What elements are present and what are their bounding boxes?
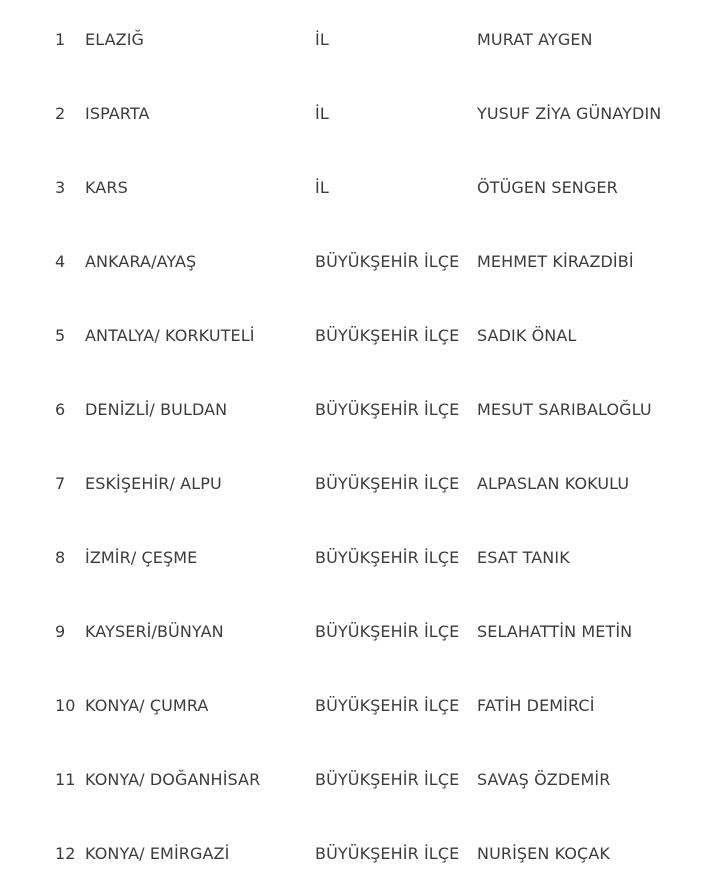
municipality-type: BÜYÜKŞEHİR İLÇE	[315, 696, 460, 715]
municipality-type: İL	[315, 104, 329, 123]
row-number: 12	[55, 844, 76, 863]
municipality-type: İL	[315, 178, 329, 197]
place-name: ESKİŞEHİR/ ALPU	[85, 474, 222, 493]
row-number: 5	[55, 326, 66, 345]
place-name: ISPARTA	[85, 104, 150, 123]
candidate-name: YUSUF ZİYA GÜNAYDIN	[477, 104, 662, 123]
place-name: KONYA/ ÇUMRA	[85, 696, 209, 715]
candidate-name: FATİH DEMİRCİ	[477, 696, 595, 715]
municipality-type: BÜYÜKŞEHİR İLÇE	[315, 548, 460, 567]
municipality-type: BÜYÜKŞEHİR İLÇE	[315, 252, 460, 271]
place-name: KAYSERİ/BÜNYAN	[85, 622, 224, 641]
place-name: DENİZLİ/ BULDAN	[85, 400, 228, 419]
candidate-name: SADIK ÖNAL	[477, 326, 577, 345]
table-row	[0, 472, 720, 496]
table-row	[0, 250, 720, 274]
candidate-name: MESUT SARIBALOĞLU	[477, 400, 652, 419]
row-number: 8	[55, 548, 66, 567]
place-name: ANTALYA/ KORKUTELİ	[85, 326, 255, 345]
row-number: 2	[55, 104, 66, 123]
row-number: 1	[55, 30, 66, 49]
row-number: 10	[55, 696, 76, 715]
place-name: İZMİR/ ÇEŞME	[85, 548, 198, 567]
row-number: 4	[55, 252, 66, 271]
table-row	[0, 546, 720, 570]
row-number: 11	[55, 770, 76, 789]
candidate-name: MEHMET KİRAZDİBİ	[477, 252, 634, 271]
place-name: KONYA/ DOĞANHİSAR	[85, 770, 261, 789]
candidate-name: ÖTÜGEN SENGER	[477, 178, 618, 197]
table-row	[0, 176, 720, 200]
table-row	[0, 324, 720, 348]
municipality-type: BÜYÜKŞEHİR İLÇE	[315, 474, 460, 493]
row-number: 9	[55, 622, 66, 641]
municipality-type: BÜYÜKŞEHİR İLÇE	[315, 844, 460, 863]
candidate-name: ALPASLAN KOKULU	[477, 474, 630, 493]
row-number: 3	[55, 178, 66, 197]
candidate-name: MURAT AYGEN	[477, 30, 593, 49]
table-row	[0, 28, 720, 52]
place-name: KARS	[85, 178, 128, 197]
table-row	[0, 620, 720, 644]
municipality-type: BÜYÜKŞEHİR İLÇE	[315, 400, 460, 419]
row-number: 6	[55, 400, 66, 419]
table-row	[0, 768, 720, 792]
row-number: 7	[55, 474, 66, 493]
candidate-name: SAVAŞ ÖZDEMİR	[477, 770, 611, 789]
place-name: ANKARA/AYAŞ	[85, 252, 197, 271]
municipality-type: BÜYÜKŞEHİR İLÇE	[315, 770, 460, 789]
municipality-type: BÜYÜKŞEHİR İLÇE	[315, 326, 460, 345]
candidate-name: SELAHATTİN METİN	[477, 622, 633, 641]
table-row	[0, 102, 720, 126]
table-row	[0, 398, 720, 422]
municipality-type: BÜYÜKŞEHİR İLÇE	[315, 622, 460, 641]
municipality-type: İL	[315, 30, 329, 49]
place-name: ELAZIĞ	[85, 30, 145, 49]
table-row	[0, 694, 720, 718]
candidate-name: NURİŞEN KOÇAK	[477, 844, 610, 863]
place-name: KONYA/ EMİRGAZİ	[85, 844, 230, 863]
table-row	[0, 842, 720, 866]
candidate-name: ESAT TANIK	[477, 548, 570, 567]
